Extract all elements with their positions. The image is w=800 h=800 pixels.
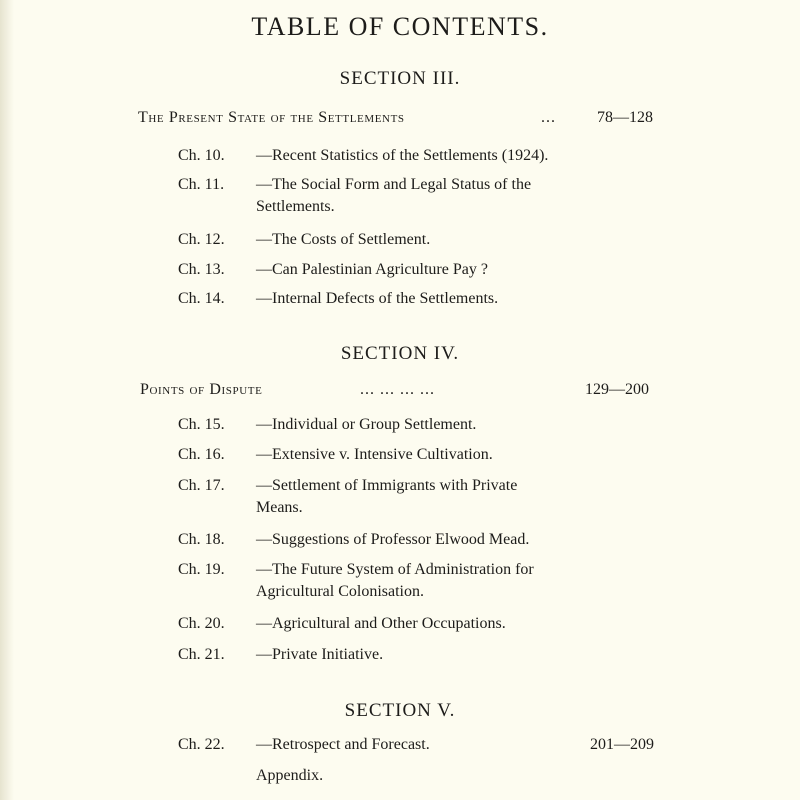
chapter-number: Ch. 21. [178, 646, 225, 663]
chapter-title: —Suggestions of Professor Elwood Mead. [256, 531, 530, 548]
chapter-number: Ch. 18. [178, 531, 225, 548]
chapter-title-continued: Means. [256, 499, 303, 516]
section-iii-heading: SECTION III. [339, 68, 461, 89]
toc-entry-ch15 [178, 414, 648, 436]
chapter-number: Ch. 19. [178, 561, 225, 578]
chapter-number: Ch. 12. [178, 231, 225, 248]
chapter-number: Ch. 17. [178, 477, 225, 494]
chapter-number: Ch. 10. [178, 147, 225, 164]
chapter-title: —The Future System of Administration for [256, 561, 534, 578]
section-v-heading: SECTION V. [344, 700, 456, 721]
chapter-title-continued: Settlements. [256, 198, 335, 215]
chapter-title-continued: Agricultural Colonisation. [256, 583, 424, 600]
appendix-entry: Appendix. [256, 767, 324, 784]
section-iv-pages: 129—200 [585, 381, 649, 398]
toc-entry-ch18 [178, 529, 648, 551]
toc-entry-ch10 [178, 145, 648, 167]
section-iii-part-title: The Present State of the Settlements [138, 109, 405, 126]
chapter-title: —Can Palestinian Agriculture Pay ? [256, 261, 488, 278]
chapter-number: Ch. 16. [178, 446, 225, 463]
section-iv-leader: ... ... ... ... [360, 381, 435, 398]
chapter-title: —Internal Defects of the Settlements. [256, 290, 499, 307]
toc-entry-ch12 [178, 229, 648, 251]
chapter-number: Ch. 13. [178, 261, 225, 278]
section-iii-pages: 78—128 [597, 109, 653, 126]
toc-entry-ch16 [178, 444, 648, 466]
chapter-title: —Agricultural and Other Occupations. [256, 615, 506, 632]
toc-entry-ch20 [178, 613, 648, 635]
chapter-number: Ch. 14. [178, 290, 225, 307]
chapter-number: Ch. 20. [178, 615, 225, 632]
chapter-title: —The Costs of Settlement. [256, 231, 431, 248]
toc-entry-ch19 [178, 559, 648, 603]
chapter-number: Ch. 15. [178, 416, 225, 433]
toc-entry-ch14 [178, 288, 648, 310]
chapter-title: —Recent Statistics of the Settlements (1924). [256, 147, 549, 164]
chapter-title: —Individual or Group Settlement. [256, 416, 477, 433]
chapter-title: —Extensive v. Intensive Cultivation. [256, 446, 493, 463]
chapter-title: —Retrospect and Forecast. [256, 736, 430, 753]
page-edge-shadow [0, 0, 14, 800]
page-title: TABLE OF CONTENTS. [251, 12, 549, 41]
toc-entry-ch22 [178, 734, 648, 756]
toc-entry-ch17 [178, 475, 648, 519]
section-iii-leader: ... [541, 109, 556, 126]
chapter-number: Ch. 22. [178, 736, 225, 753]
toc-entry-ch21 [178, 644, 648, 666]
toc-entry-ch11 [178, 174, 648, 218]
chapter-title: —Private Initiative. [256, 646, 384, 663]
toc-entry-ch13 [178, 259, 648, 281]
chapter-title: —The Social Form and Legal Status of the [256, 176, 532, 193]
section-v-pages: 201—209 [590, 736, 654, 753]
chapter-number: Ch. 11. [178, 176, 225, 193]
section-iv-part-title: Points of Dispute [140, 381, 263, 398]
section-iv-heading: SECTION IV. [340, 343, 460, 364]
chapter-title: —Settlement of Immigrants with Private [256, 477, 518, 494]
